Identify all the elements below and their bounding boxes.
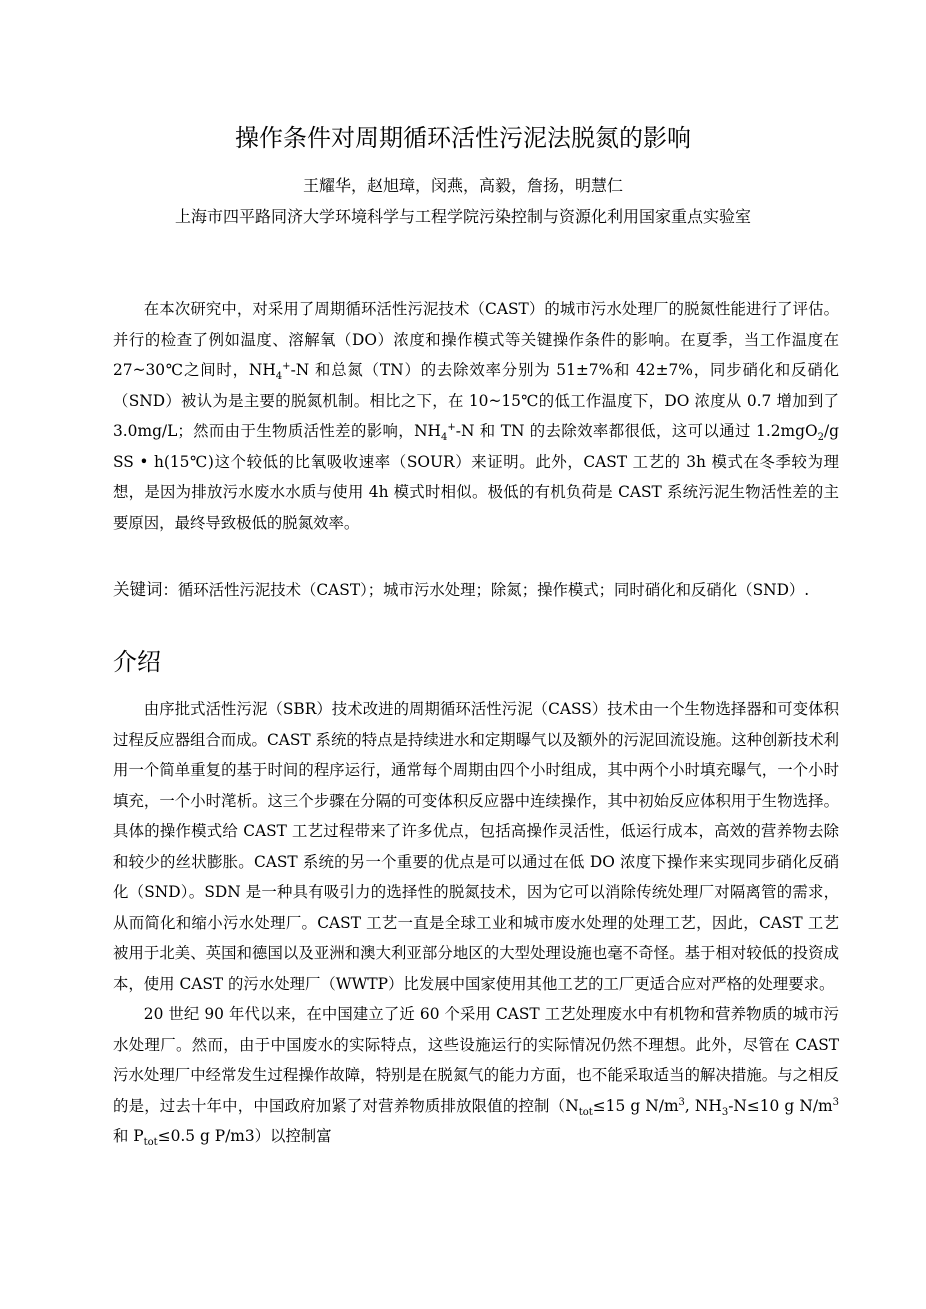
abstract-text: -N 和 TN 的去除效率都很低，这可以通过 1.2mgO xyxy=(455,422,818,440)
keywords-paragraph xyxy=(113,575,839,606)
section-heading-intro: 介绍 xyxy=(113,648,161,676)
superscript: 3 xyxy=(678,1096,685,1108)
author-list: 王耀华，赵旭璋，闵燕，高毅，詹扬，明慧仁 xyxy=(302,176,623,195)
subscript: 4 xyxy=(275,371,283,383)
subscript: 2 xyxy=(817,432,824,444)
abstract xyxy=(113,294,839,538)
subscript: tot xyxy=(143,1137,158,1149)
intro-text: ≤0.5 g P/m3）以控制富 xyxy=(157,1127,332,1145)
intro-paragraph-2 xyxy=(113,999,839,1152)
intro-text: 20 世纪 90 年代以来，在中国建立了近 60 个采用 CAST 工艺处理废水中有机物和营养物质的城市污水处理厂。然而，由于中国废水的实际特点，这些设施运行的实际情况仍然不理想。此外，尽管在 CAST 污水处理厂中经常发生过程操作故障，特别是在脱氮气的能力方面，也不能采取适当的解决措施。与之相反的是，过去十年中，中国政府加紧了对营养物质排放限值的控制（N xyxy=(113,1005,839,1115)
intro-text: 和 P xyxy=(113,1127,144,1145)
keywords-text: ：循环活性污泥技术（CAST）；城市污水处理；除氮；操作模式；同时硝化和反硝化（SND）. xyxy=(162,581,810,599)
subscript: 4 xyxy=(440,432,448,444)
keywords-label: 关键词 xyxy=(113,580,163,599)
intro-body xyxy=(113,694,839,1152)
intro-paragraph-1: 由序批式活性污泥（SBR）技术改进的周期循环活性污泥（CASS）技术由一个生物选择器和可变体积过程反应器组合而成。CAST 系统的特点是持续进水和定期曝气以及额外的污泥回流设施。这种创新技术利用一个简单重复的基于时间的程序运行，通常每个周期由四个小时组成，其中两个小时填充曝气，一个小时填充，一个小时滗析。这三个步骤在分隔的可变体积反应器中连续操作，其中初始反应体积用于生物选择。具体的操作模式给 CAST 工艺过程带来了许多优点，包括高操作灵活性，低运行成本，高效的营养物去除和较少的丝状膨胀。CAST 系统的另一个重要的优点是可以通过在低 DO 浓度下操作来实现同步硝化反硝化（SND）。SDN 是一种具有吸引力的选择性的脱氮技术，因为它可以消除传统处理厂对隔离管的需求，从而简化和缩小污水处理厂。CAST 工艺一直是全球工业和城市废水处理的处理工艺，因此，CAST 工艺被用于北美、英国和德国以及亚洲和澳大利亚部分地区的大型处理设施也毫不奇怪。基于相对较低的投资成本，使用 CAST 的污水处理厂（WWTP）比发展中国家使用其他工艺的工厂更适合应对严格的处理要求。 xyxy=(113,700,839,993)
superscript: 3 xyxy=(832,1096,839,1108)
abstract-text: /g SS • h(15℃)这个较低的比氧吸收速率（SOUR）来证明。此外，CAST 工艺的 3h 模式在冬季较为理想，是因为排放污水废水水质与使用 4h 模式时相似。极低的有机负荷是 CAST 系统污泥生物活性差的主要原因，最终导致极低的脱氮效率。 xyxy=(113,422,840,532)
subscript: 3 xyxy=(721,1106,729,1118)
subscript: tot xyxy=(578,1106,593,1118)
abstract-text: -N 和总氮（TN）的去除效率分别为 51±7%和 42±7%，同步硝化和反硝化（SND）被认为是主要的脱氮机制。相比之下，在 10~15℃的低工作温度下，DO 浓度从 0.7 增加到了 3.0mg/L；然而由于生物质活性差的影响，NH xyxy=(113,361,840,440)
affiliation: 上海市四平路同济大学环境科学与工程学院污染控制与资源化利用国家重点实验室 xyxy=(174,207,751,226)
superscript: + xyxy=(447,421,456,433)
intro-text: ≤15 g N/m xyxy=(592,1096,679,1115)
abstract-text: 在本次研究中，对采用了周期循环活性污泥技术（CAST）的城市污水处理厂的脱氮性能进行了评估。并行的检查了例如温度、溶解氧（DO）浓度和操作模式等关键操作条件的影响。在夏季，当工作温度在 27~30℃之间时，NH xyxy=(113,300,839,379)
superscript: + xyxy=(282,360,291,372)
intro-text: , NH xyxy=(684,1096,722,1115)
paper-title: 操作条件对周期循环活性污泥法脱氮的影响 xyxy=(235,124,691,152)
keywords xyxy=(113,575,839,606)
intro-text: -N≤10 g N/m xyxy=(728,1096,833,1115)
abstract-paragraph xyxy=(113,294,839,538)
